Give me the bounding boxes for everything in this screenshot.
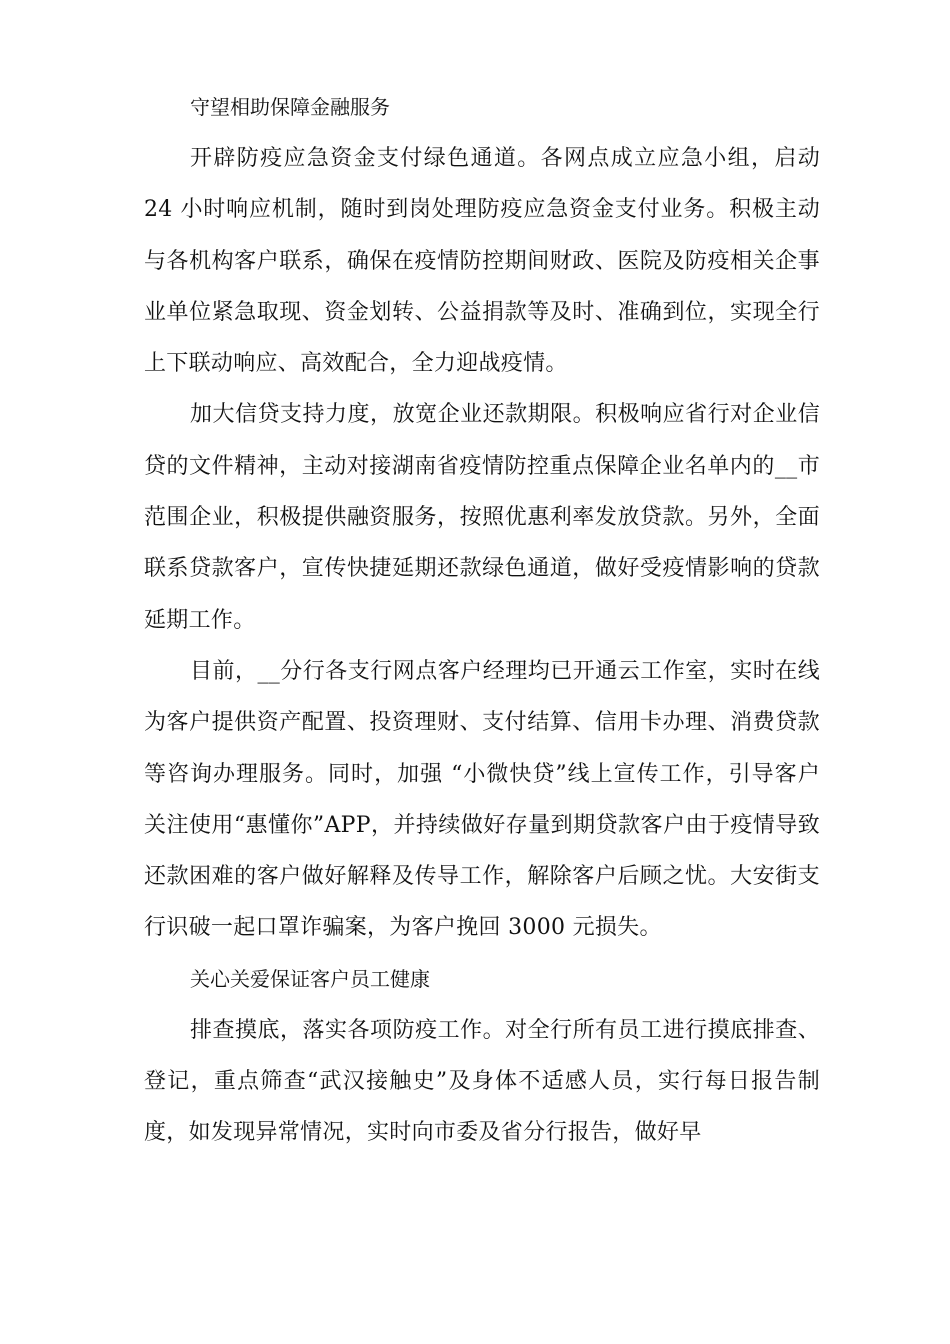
section-heading-financial-services: 守望相助保障金融服务 bbox=[190, 95, 390, 119]
document-page bbox=[144, 82, 820, 1159]
paragraph-credit-support: 加大信贷支持力度，放宽企业还款期限。积极响应省行对企业信贷的文件精神，主动对接湖南省疫情防控重点保障企业名单内的__市范围企业，积极提供融资服务，按照优惠利率发放贷款。另外，全面联系贷款客户，宣传快捷延期还款绿色通道，做好受疫情影响的贷款延期工作。 bbox=[144, 402, 820, 633]
paragraph-online-services: 目前，__分行各支行网点客户经理均已开通云工作室，实时在线为客户提供资产配置、投资理财、支付结算、信用卡办理、消费贷款等咨询办理服务。同时，加强 “小微快贷”线上宣传工作，引导客户关注使用“惠懂你”APP，并持续做好存量到期贷款客户由于疫情导致还款困难的客户做好解释及传导工作，解除客户后顾之忧。大安街支行识破一起口罩诈骗案，为客户挽回 3000 元损失。 bbox=[144, 658, 820, 941]
paragraph-epidemic-screening: 排查摸底，落实各项防疫工作。对全行所有员工进行摸底排查、登记，重点筛查“武汉接触史”及身体不适感人员，实行每日报告制度，如发现异常情况，实时向市委及省分行报告，做好早 bbox=[144, 1017, 820, 1146]
section-heading-employee-health: 关心关爱保证客户员工健康 bbox=[190, 966, 430, 991]
paragraph-emergency-payment-channel: 开辟防疫应急资金支付绿色通道。各网点成立应急小组，启动 24 小时响应机制，随时到岗处理防疫应急资金支付业务。积极主动与各机构客户联系，确保在疫情防控期间财政、医院及防疫相关企事业单位紧急取现、资金划转、公益捐款等及时、准确到位，实现全行上下联动响应、高效配合，全力迎战疫情。 bbox=[144, 146, 820, 377]
